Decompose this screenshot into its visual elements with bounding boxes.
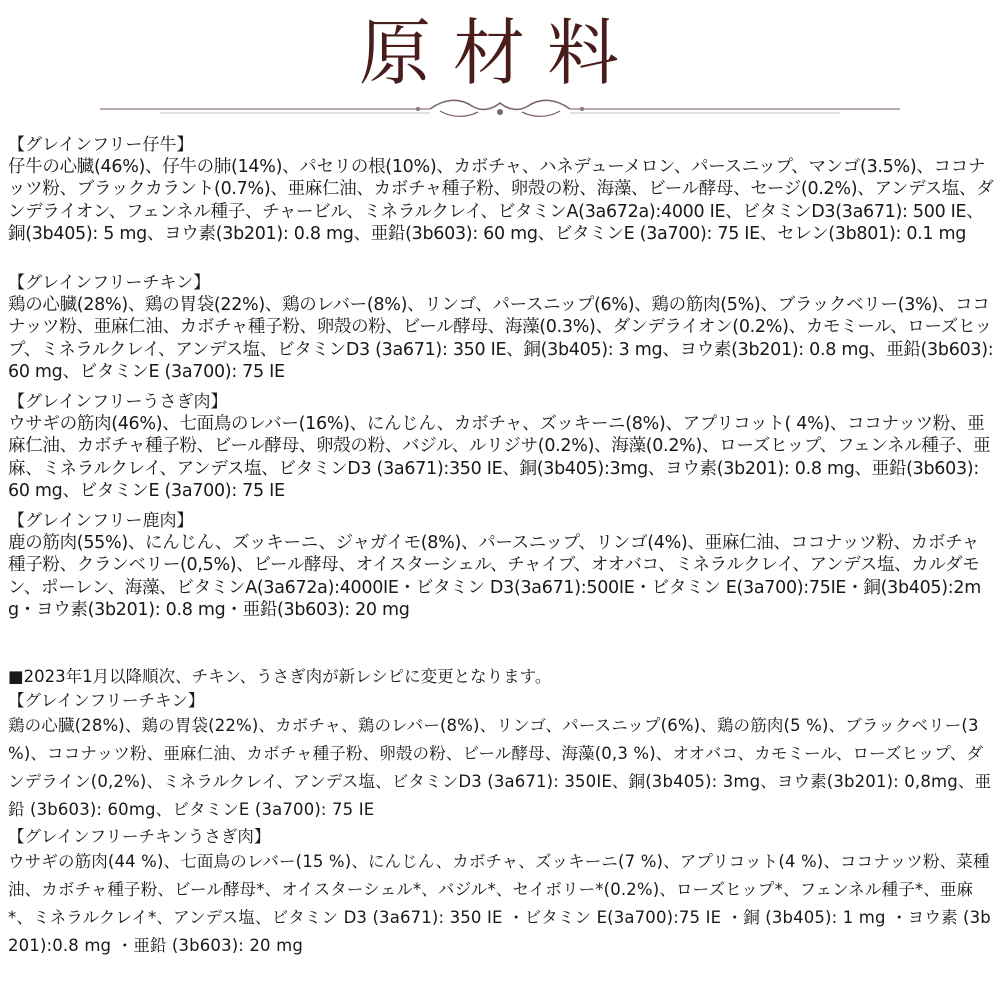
section-heading: 【グレインフリーチキン】 (8, 691, 205, 710)
ingredient-text: ウサギの筋肉(46%)、七面鳥のレバー(16%)、にんじん、カボチャ、ズッキーニ(8%)、アプリコット( 4%)、ココナッツ粉、亜麻仁油、カボチャ種子粉、ビール酵母、卵殻の粉、バジル、ルリジサ(0.2%)、海藻(0.2%)、ローズヒップ、フェンネル種子、亜麻、ミネラルクレイ、アンデス塩、ビタミンD3 (3a671):350 IE、銅(3b405):3mg、ヨウ素(3b201): 0.8 mg、亜鉛(3b603): 60 mg、ビタミンE (3a700): 75 IE (8, 414, 991, 502)
ingredient-text: ウサギの筋肉(44 %)、七面鳥のレバー(15 %)、にんじん、カボチャ、ズッキーニ(7 %)、アプリコット(4 %)、ココナッツ粉、菜種油、カボチャ種子粉、ビール酵母*、オイスターシェル*、バジル*、セイボリー*(0.2%)、ローズヒップ*、フェンネル種子*、亜麻*、ミネラルクレイ*、アンデス塩、ビタミン D3 (3a671): 350 IE ・ビタミン E(3a700):75 IE ・銅 (3b405): 1 mg ・ヨウ素 (3b201):0.8 mg ・亜鉛 (3b603): 20 mg (8, 852, 991, 955)
section-new-chicken-rabbit (8, 826, 994, 960)
section-heading: 【グレインフリー仔牛】 (8, 135, 194, 155)
section-heading: 【グレインフリーチキンうさぎ肉】 (8, 827, 271, 846)
recipe-change-notice: ■2023年1月以降順次、チキン、うさぎ肉が新レシピに変更となります。 (8, 667, 552, 686)
ingredient-text: 仔牛の心臓(46%)、仔牛の肺(14%)、パセリの根(10%)、カボチャ、ハネデューメロン、パースニップ、マンゴ(3.5%)、ココナッツ粉、ブラックカラント(0.7%)、亜麻仁油、カボチャ種子粉、卵殻の粉、海藻、ビール酵母、セージ(0.2%)、アンデス塩、ダンデライオン、フェンネル種子、チャービル、ミネラルクレイ、ビタミンA(3a672a):4000 IE、ビタミンD3(3a671): 500 IE、銅(3b405): 5 mg、ヨウ素(3b201): 0.8 mg、亜鉛(3b603): 60 mg、ビタミンE (3a700): 75 IE、セレン(3b801): 0.1 mg (8, 157, 994, 245)
section-heading: 【グレインフリーチキン】 (8, 273, 211, 293)
ingredient-text: 鶏の心臓(28%)、鶏の胃袋(22%)、カボチャ、鶏のレバー(8%)、リンゴ、パースニップ(6%)、鶏の筋肉(5 %)、ブラックベリー(3 %)、ココナッツ粉、亜麻仁油、カボチャ種子粉、卵殻の粉、ビール酵母、海藻(0,3 %)、オオバコ、カモミール、ローズヒップ、ダンデライン(0,2%)、ミネラルクレイ、アンデス塩、ビタミンD3 (3a671): 350IE、銅(3b405): 3mg、ヨウ素(3b201): 0,8mg、亜鉛 (3b603): 60mg、ビタミンE (3a700): 75 IE (8, 716, 992, 819)
ingredient-text: 鶏の心臓(28%)、鶏の胃袋(22%)、鶏のレバー(8%)、リンゴ、パースニップ(6%)、鶏の筋肉(5%)、ブラックベリー(3%)、ココナッツ粉、亜麻仁油、カボチャ種子粉、卵殻の粉、ビール酵母、海藻(0.3%)、ダンデライオン(0.2%)、カモミール、ローズヒップ、ミネラルクレイ、アンデス塩、ビタミンD3 (3a671): 350 IE、銅(3b405): 3 mg、ヨウ素(3b201): 0.8 mg、亜鉛(3b603): 60 mg、ビタミンE (3a700): 75 IE (8, 295, 994, 383)
section-heading: 【グレインフリー鹿肉】 (8, 511, 194, 531)
section-calf (8, 134, 994, 246)
ornament-divider (100, 96, 900, 122)
ingredient-text: 鹿の筋肉(55%)、にんじん、ズッキーニ、ジャガイモ(8%)、パースニップ、リンゴ(4%)、亜麻仁油、ココナッツ粉、カボチャ種子粉、クランベリー(0,5%)、ビール酵母、オイスターシェル、チャイブ、オオバコ、ミネラルクレイ、アンデス塩、カルダモン、ポーレン、海藻、ビタミンA(3a672a):4000IE・ビタミン D3(3a671):500IE・ビタミン E(3a700):75IE・銅(3b405):2mg・ヨウ素(3b201): 0.8 mg・亜鉛(3b603): 20 mg (8, 533, 981, 621)
section-heading: 【グレインフリーうさぎ肉】 (8, 392, 228, 412)
section-chicken (8, 272, 994, 384)
section-new-chicken (8, 690, 994, 824)
page-title: 原材料 (358, 11, 641, 95)
section-rabbit (8, 391, 994, 503)
section-venison (8, 510, 994, 622)
